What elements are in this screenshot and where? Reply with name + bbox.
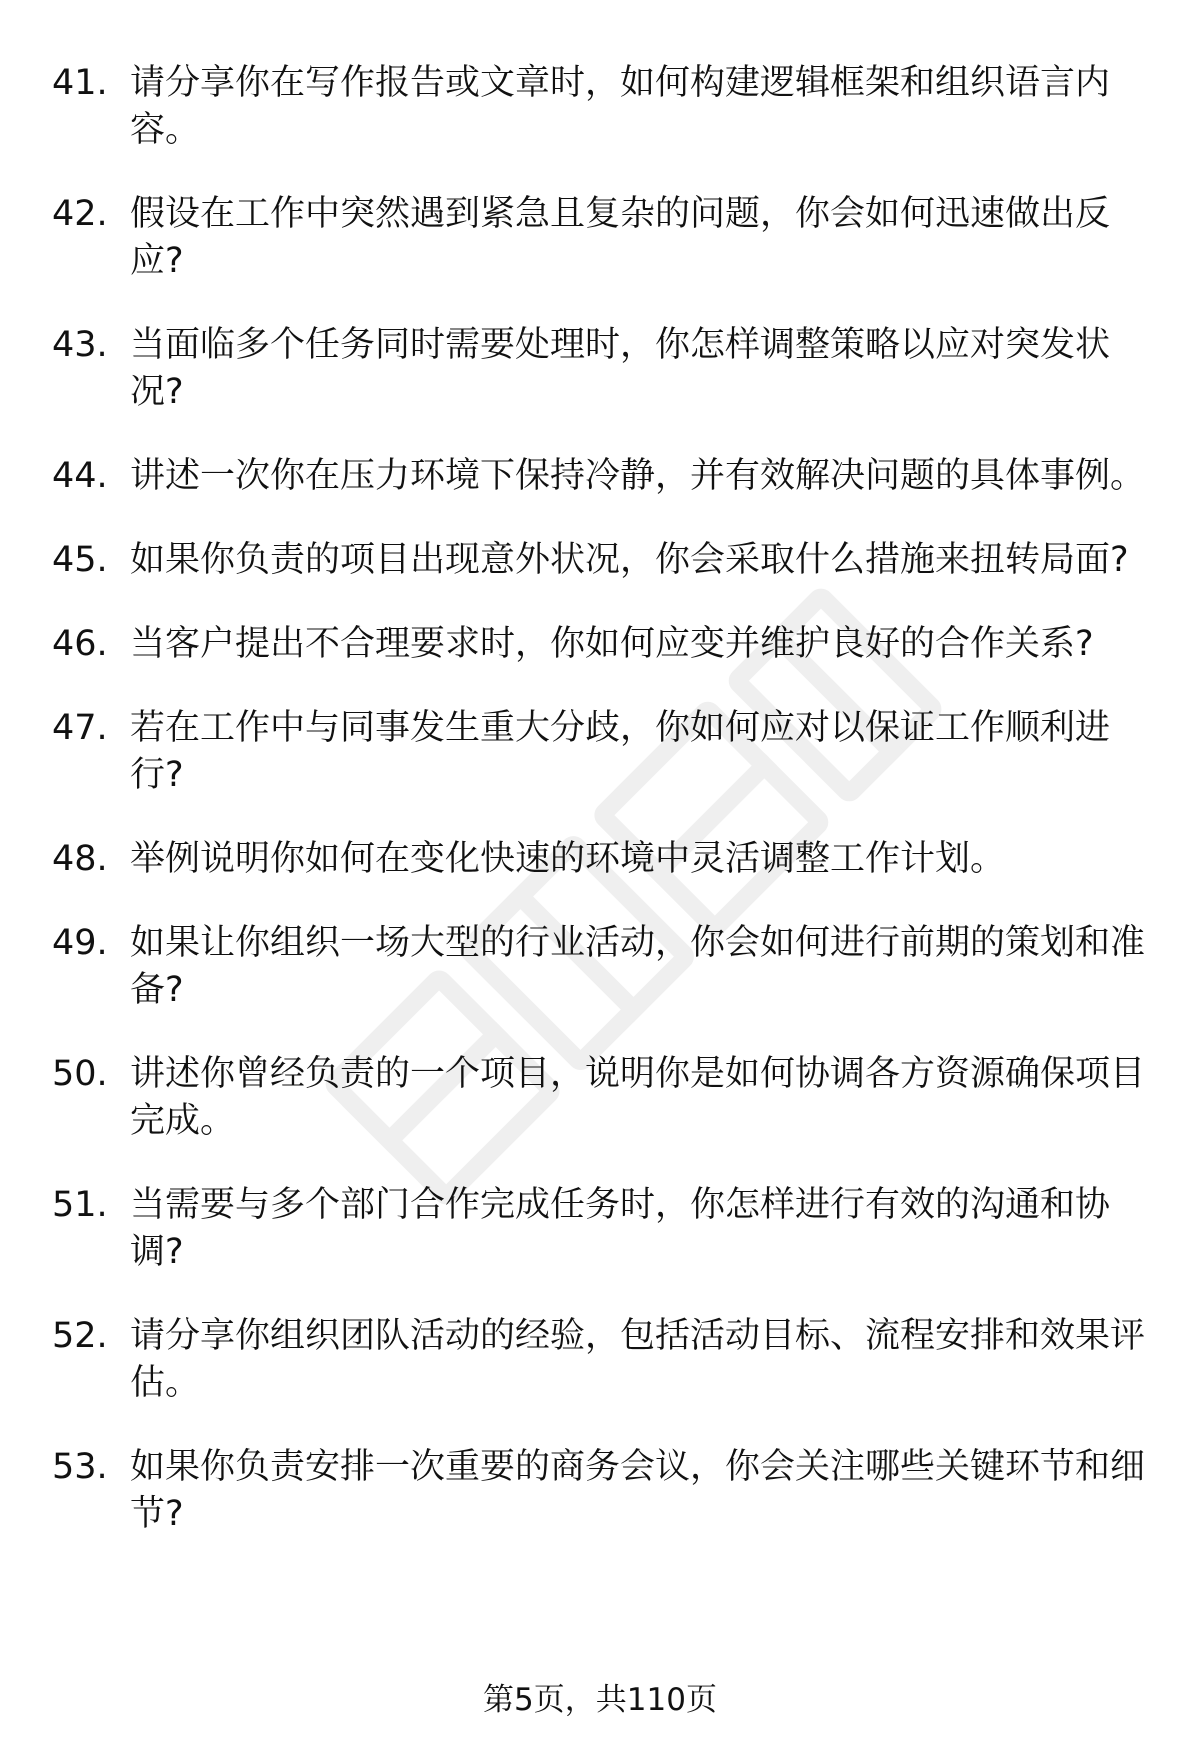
question-text: 讲述一次你在压力环境下保持冷静，并有效解决问题的具体事例。: [130, 456, 1146, 496]
question-text: 如果让你组织一场大型的行业活动，你会如何进行前期的策划和准备?: [130, 923, 1146, 1010]
question-number: 44.: [52, 456, 108, 496]
question-item: [52, 621, 1152, 668]
question-text: 若在工作中与同事发生重大分歧，你如何应对以保证工作顺利进行?: [130, 708, 1111, 795]
question-number: 42.: [52, 194, 108, 234]
question-item: [52, 1313, 1152, 1407]
page-footer: 第5页，共110页: [483, 1682, 717, 1718]
question-text: 讲述你曾经负责的一个项目，说明你是如何协调各方资源确保项目完成。: [130, 1054, 1146, 1141]
question-number: 41.: [52, 63, 108, 103]
question-text: 当客户提出不合理要求时，你如何应变并维护良好的合作关系?: [130, 624, 1094, 664]
question-number: 46.: [52, 624, 108, 664]
question-item: [52, 1051, 1152, 1145]
question-text: 如果你负责安排一次重要的商务会议，你会关注哪些关键环节和细节?: [130, 1447, 1146, 1534]
question-item: [52, 1182, 1152, 1276]
question-number: 53.: [52, 1447, 108, 1487]
question-text: 如果你负责的项目出现意外状况，你会采取什么措施来扭转局面?: [130, 540, 1129, 580]
question-text: 请分享你组织团队活动的经验，包括活动目标、流程安排和效果评估。: [130, 1316, 1146, 1403]
question-item: [52, 60, 1152, 154]
question-item: [52, 1444, 1152, 1538]
question-text: 举例说明你如何在变化快速的环境中灵活调整工作计划。: [130, 839, 1006, 879]
question-text: 当需要与多个部门合作完成任务时，你怎样进行有效的沟通和协调?: [130, 1185, 1111, 1272]
question-number: 47.: [52, 708, 108, 748]
question-list: [52, 60, 1152, 1575]
question-number: 48.: [52, 839, 108, 879]
question-text: 当面临多个任务同时需要处理时，你怎样调整策略以应对突发状况?: [130, 325, 1111, 412]
question-number: 45.: [52, 540, 108, 580]
question-item: [52, 537, 1152, 584]
question-item: [52, 836, 1152, 883]
question-number: 49.: [52, 923, 108, 963]
question-item: [52, 322, 1152, 416]
question-number: 52.: [52, 1316, 108, 1356]
question-number: 43.: [52, 325, 108, 365]
question-item: [52, 705, 1152, 799]
question-number: 51.: [52, 1185, 108, 1225]
question-text: 请分享你在写作报告或文章时，如何构建逻辑框架和组织语言内容。: [130, 63, 1111, 150]
question-text: 假设在工作中突然遇到紧急且复杂的问题，你会如何迅速做出反应?: [130, 194, 1111, 281]
question-item: [52, 453, 1152, 500]
question-item: [52, 191, 1152, 285]
question-number: 50.: [52, 1054, 108, 1094]
question-item: [52, 920, 1152, 1014]
